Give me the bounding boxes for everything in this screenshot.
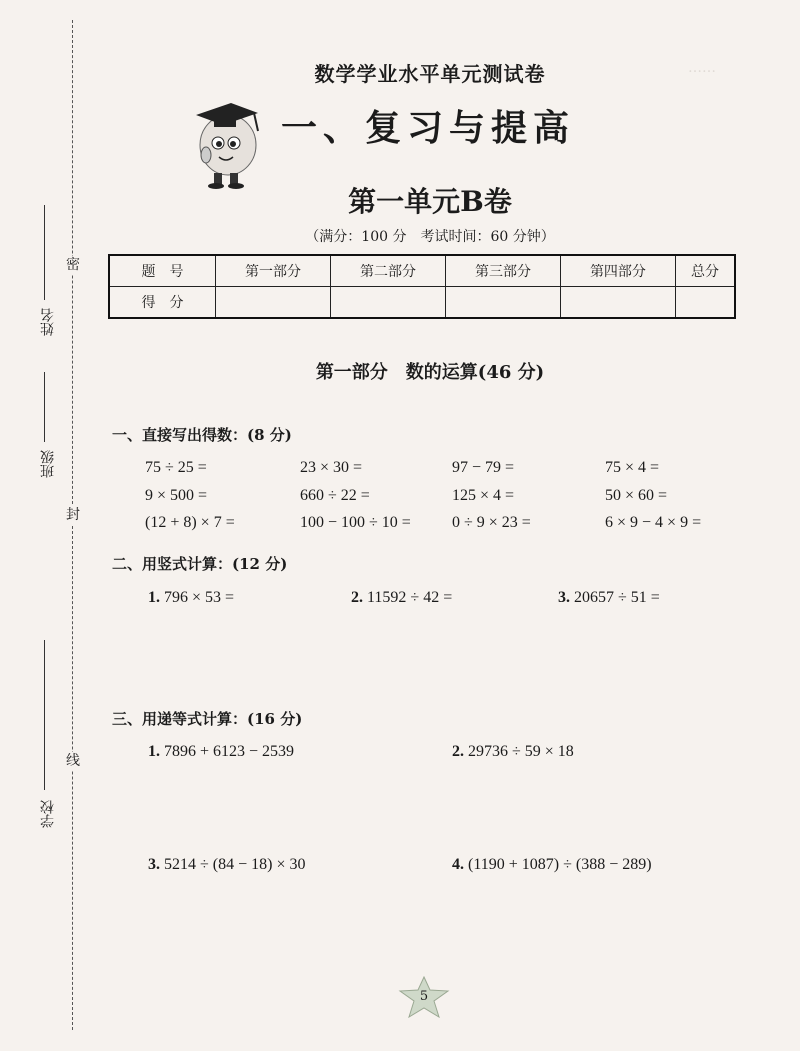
class-label: 班级: [40, 450, 56, 478]
name-write-line[interactable]: [44, 205, 45, 300]
mental-math-item: 50 × 60 =: [605, 487, 668, 504]
class-write-line[interactable]: [44, 372, 45, 442]
mental-math-item: 75 × 4 =: [605, 459, 660, 476]
score-cell[interactable]: [675, 287, 735, 319]
item-number: 2.: [452, 743, 464, 760]
item-number: 2.: [351, 589, 363, 606]
seal-char-feng: 封: [66, 507, 80, 523]
mental-math-item: (12 + 8) × 7 =: [145, 514, 235, 531]
main-title: 一、复习与提高: [280, 107, 575, 149]
item-number: 3.: [558, 589, 570, 606]
stepwise-calc-item: [148, 743, 294, 761]
vertical-calc-item: [351, 589, 452, 607]
stepwise-calc-item: [452, 743, 574, 761]
item-number: 3.: [148, 856, 160, 873]
item-expression: 796 × 53 =: [164, 589, 235, 606]
mental-math-item: 0 ÷ 9 × 23 =: [452, 514, 531, 531]
table-cell: 得 分: [109, 287, 216, 319]
item-expression: 7896 + 6123 − 2539: [164, 743, 295, 760]
table-cell: 第一部分: [216, 255, 331, 287]
mental-math-item: 75 ÷ 25 =: [145, 459, 207, 476]
section2-title: 二、用竖式计算：(12 分): [112, 555, 288, 573]
score-cell[interactable]: [330, 287, 445, 319]
score-cell[interactable]: [216, 287, 331, 319]
item-expression: 20657 ÷ 51 =: [574, 589, 660, 606]
page-number: 5: [419, 989, 429, 1004]
score-table-score-row: [109, 287, 735, 319]
item-expression: (1190 + 1087) ÷ (388 − 289): [468, 856, 652, 873]
part1-title: 第一部分 数的运算(46 分): [315, 362, 545, 383]
score-cell[interactable]: [560, 287, 675, 319]
item-number: 1.: [148, 589, 160, 606]
score-cell[interactable]: [445, 287, 560, 319]
school-label: 学校: [40, 800, 56, 828]
vertical-calc-item: [148, 589, 234, 607]
binding-dashed-line: [72, 20, 73, 1030]
name-label: 姓名: [40, 308, 56, 336]
school-write-line[interactable]: [44, 640, 45, 790]
score-table-header-row: [109, 255, 735, 287]
table-cell: 题 号: [109, 255, 216, 287]
mental-math-item: 100 − 100 ÷ 10 =: [300, 514, 411, 531]
vertical-calc-item: [558, 589, 660, 607]
item-expression: 11592 ÷ 42 =: [367, 589, 453, 606]
mascot-graduate-illustration: [176, 95, 271, 194]
mental-math-item: 97 − 79 =: [452, 459, 515, 476]
mental-math-item: 9 × 500 =: [145, 487, 208, 504]
seal-char-mi: 密: [66, 257, 80, 273]
section3-title: 三、用递等式计算：(16 分): [112, 710, 303, 728]
seal-char-xian: 线: [66, 753, 80, 769]
table-cell: 总分: [675, 255, 735, 287]
table-cell: 第三部分: [445, 255, 560, 287]
series-title: 数学学业水平单元测试卷: [314, 62, 546, 86]
mental-math-item: 6 × 9 − 4 × 9 =: [605, 514, 702, 531]
score-table: [108, 254, 736, 319]
stepwise-calc-item: [452, 856, 652, 874]
stepwise-calc-item: [148, 856, 305, 874]
mental-math-item: 125 × 4 =: [452, 487, 515, 504]
section1-title: 一、直接写出得数：(8 分): [112, 426, 292, 444]
bleedthrough-text: ……: [688, 60, 716, 76]
table-cell: 第二部分: [330, 255, 445, 287]
mental-math-item: 23 × 30 =: [300, 459, 363, 476]
unit-title: 第一单元B卷: [348, 185, 512, 218]
item-number: 4.: [452, 856, 464, 873]
item-expression: 5214 ÷ (84 − 18) × 30: [164, 856, 306, 873]
mental-math-item: 660 ÷ 22 =: [300, 487, 370, 504]
exam-meta: （满分：100 分 考试时间：60 分钟）: [305, 229, 555, 245]
item-number: 1.: [148, 743, 160, 760]
item-expression: 29736 ÷ 59 × 18: [468, 743, 574, 760]
table-cell: 第四部分: [560, 255, 675, 287]
